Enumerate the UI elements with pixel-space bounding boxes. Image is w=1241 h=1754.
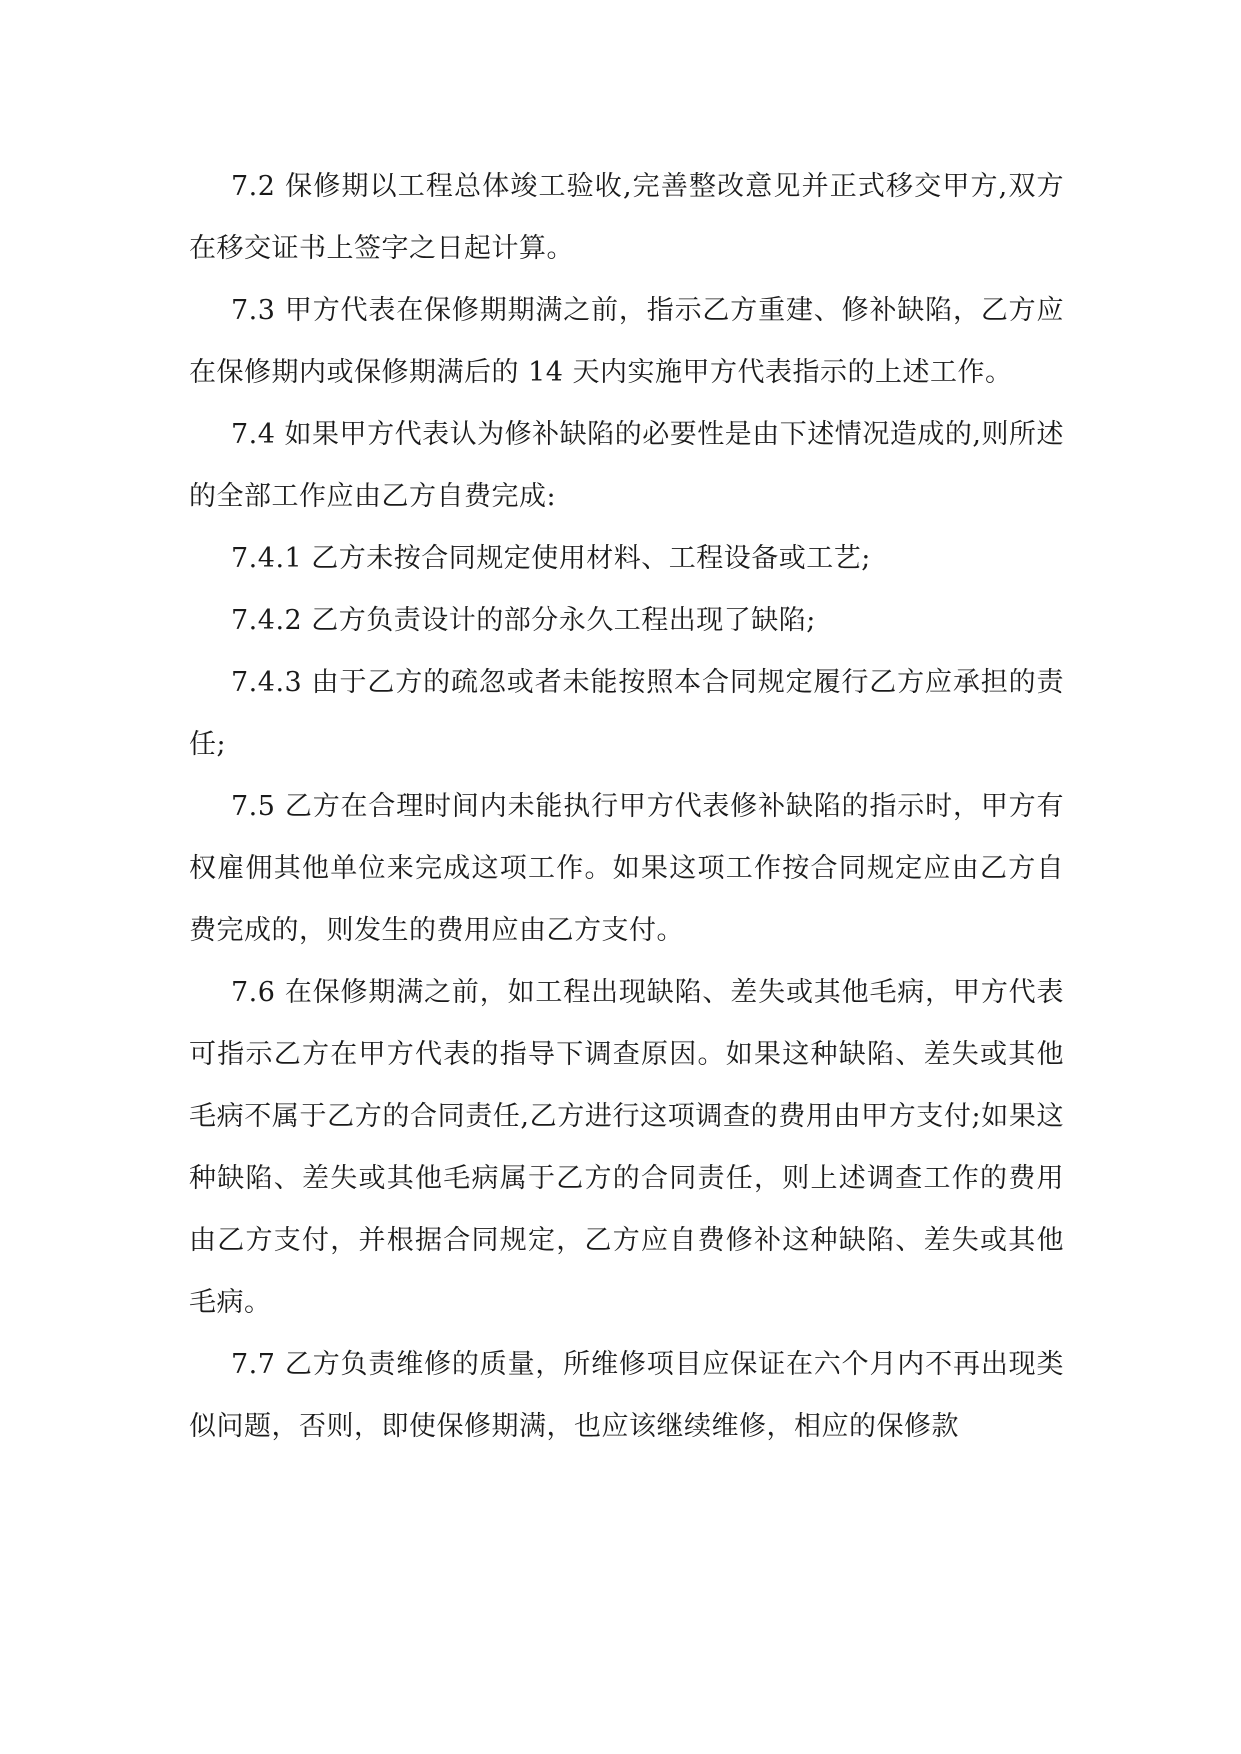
clause-7-4: 7.4 如果甲方代表认为修补缺陷的必要性是由下述情况造成的,则所述的全部工作应由乙方自费完成: xyxy=(189,419,1064,512)
document-body xyxy=(189,156,1064,1458)
clause-7-5: 7.5 乙方在合理时间内未能执行甲方代表修补缺陷的指示时，甲方有权雇佣其他单位来完成这项工作。如果这项工作按合同规定应由乙方自费完成的，则发生的费用应由乙方支付。 xyxy=(189,791,1064,946)
clause-7-6: 7.6 在保修期满之前，如工程出现缺陷、差失或其他毛病，甲方代表可指示乙方在甲方代表的指导下调查原因。如果这种缺陷、差失或其他毛病不属于乙方的合同责任,乙方进行这项调查的费用由甲方支付;如果这种缺陷、差失或其他毛病属于乙方的合同责任，则上述调查工作的费用由乙方支付，并根据合同规定，乙方应自费修补这种缺陷、差失或其他毛病。 xyxy=(189,977,1064,1318)
clause-7-4-1: 7.4.1 乙方未按合同规定使用材料、工程设备或工艺; xyxy=(231,543,871,574)
clause-7-4-2: 7.4.2 乙方负责设计的部分永久工程出现了缺陷; xyxy=(231,605,816,636)
clause-7-2: 7.2 保修期以工程总体竣工验收,完善整改意见并正式移交甲方,双方在移交证书上签字之日起计算。 xyxy=(189,171,1064,264)
clause-7-4-3: 7.4.3 由于乙方的疏忽或者未能按照本合同规定履行乙方应承担的责任; xyxy=(189,667,1064,760)
clause-7-7: 7.7 乙方负责维修的质量，所维修项目应保证在六个月内不再出现类似问题，否则，即使保修期满，也应该继续维修，相应的保修款 xyxy=(189,1349,1064,1442)
clause-7-3: 7.3 甲方代表在保修期期满之前，指示乙方重建、修补缺陷，乙方应在保修期内或保修期满后的 14 天内实施甲方代表指示的上述工作。 xyxy=(189,295,1064,388)
